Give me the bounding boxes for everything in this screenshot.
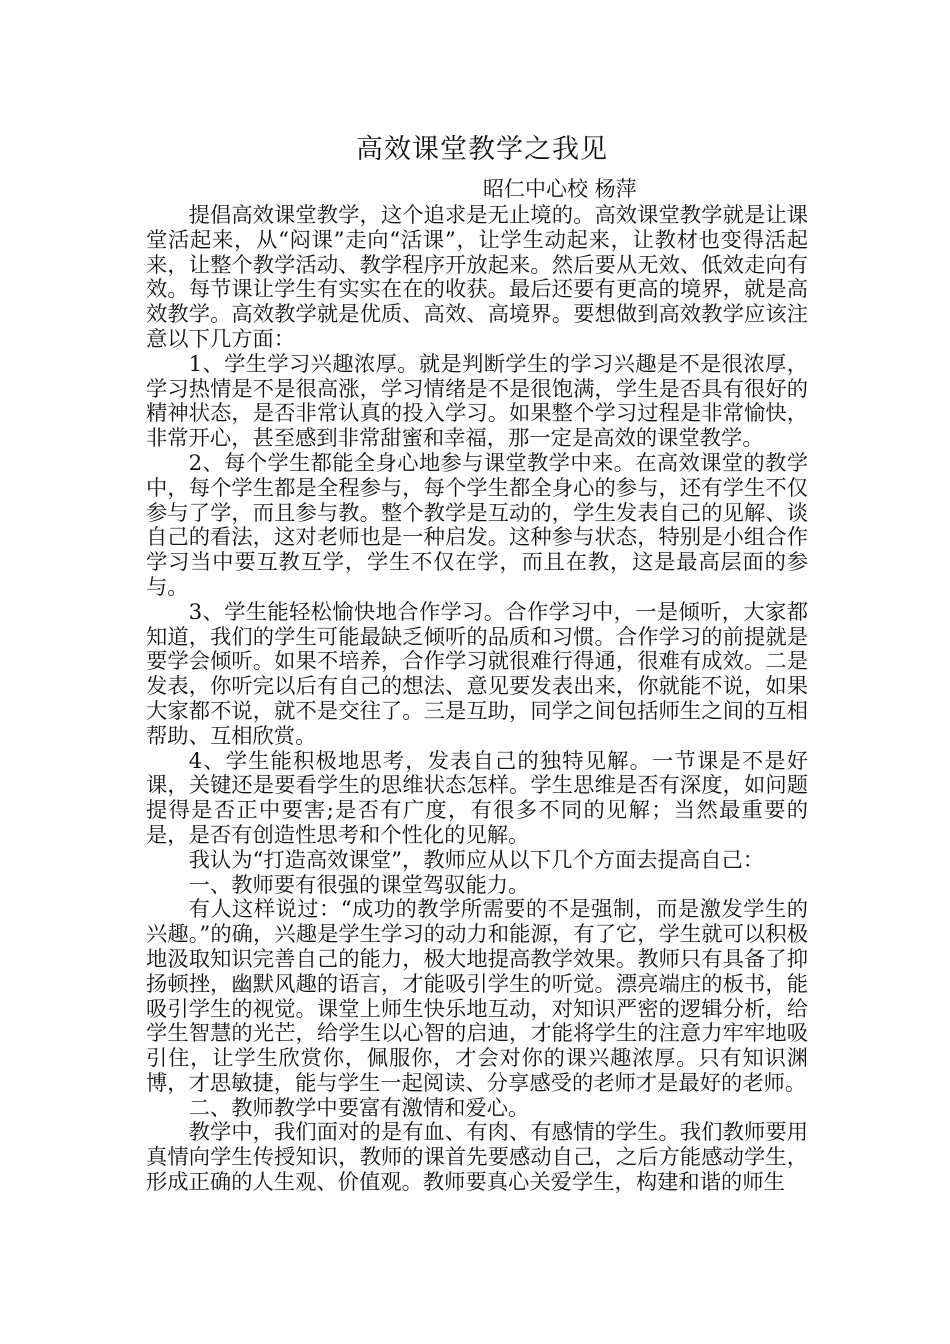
document-page — [146, 132, 808, 1196]
paragraph-section-1: 有人这样说过：“成功的教学所需要的不是强制，而是激发学生的兴趣。”的确，兴趣是学生学习的动力和能源，有了它，学生就可以积极地汲取知识完善自己的能力，极大地提高教学效果。教师只有具备了抑扬顿挫，幽默风趣的语言，才能吸引学生的听觉。漂亮端庄的板书，能吸引学生的视觉。课堂上师生快乐地互动，对知识严密的逻辑分析，给学生智慧的光芒，给学生以心智的启迪，才能将学生的注意力牢牢地吸引住，让学生欣赏你，佩服你，才会对你的课兴趣浓厚。只有知识渊博，才思敏捷，能与学生一起阅读、分享感受的老师才是最好的老师。 — [146, 897, 808, 1096]
paragraph-section-2: 教学中，我们面对的是有血、有肉、有感情的学生。我们教师要用真情向学生传授知识，教师的课首先要感动自己，之后方能感动学生，形成正确的人生观、价值观。教师要真心关爱学生，构建和谐的师生 — [146, 1120, 808, 1196]
document-author: 昭仁中心校 杨萍 — [483, 177, 637, 201]
paragraph-teacher-intro: 我认为“打造高效课堂”，教师应从以下几个方面去提高自己： — [188, 847, 765, 873]
document-body — [146, 204, 808, 1196]
paragraph-intro: 提倡高效课堂教学，这个追求是无止境的。高效课堂教学就是让课堂活起来，从“闷课”走向“活课”，让学生动起来，让教材也变得活起来，让整个教学活动、教学程序开放起来。然后要从无效、低效走向有效。每节课让学生有实实在在的收获。最后还要有更高的境界，就是高效教学。高效教学就是优质、高效、高境界。要想做到高效教学应该注意以下几方面： — [146, 203, 808, 352]
paragraph-point-3: 3、学生能轻松愉快地合作学习。合作学习中，一是倾听，大家都知道，我们的学生可能最缺乏倾听的品质和习惯。合作学习的前提就是要学会倾听。如果不培养，合作学习就很难行得通，很难有成效。二是发表，你听完以后有自己的想法、意见要发表出来，你就能不说，如果大家都不说，就不是交往了。三是互助，同学之间包括师生之间的互相帮助、互相欣赏。 — [146, 599, 808, 749]
section-heading-1: 一、教师要有很强的课堂驾驭能力。 — [188, 872, 530, 898]
section-heading-2: 二、教师教学中要富有激情和爱心。 — [188, 1095, 530, 1121]
document-title: 高效课堂教学之我见 — [356, 134, 608, 165]
paragraph-point-4: 4、学生能积极地思考，发表自己的独特见解。一节课是不是好课，关键还是要看学生的思维状态怎样。学生思维是否有深度，如问题提得是否正中要害;是否有广度，有很多不同的见解；当然最重要的是，是否有创造性思考和个性化的见解。 — [146, 748, 808, 848]
paragraph-point-1: 1、学生学习兴趣浓厚。就是判断学生的学习兴趣是不是很浓厚，学习热情是不是很高涨，学习情绪是不是很饱满，学生是否具有很好的精神状态，是否非常认真的投入学习。如果整个学习过程是非常愉快，非常开心，甚至感到非常甜蜜和幸福，那一定是高效的课堂教学。 — [146, 351, 808, 452]
paragraph-point-2: 2、每个学生都能全身心地参与课堂教学中来。在高效课堂的教学中，每个学生都是全程参与，每个学生都全身心的参与，还有学生不仅参与了学，而且参与教。整个教学是互动的，学生发表自己的见解、谈自己的看法，这对老师也是一种启发。这种参与状态，特别是小组合作学习当中要互教互学，学生不仅在学，而且在教，这是最高层面的参与。 — [146, 450, 808, 600]
